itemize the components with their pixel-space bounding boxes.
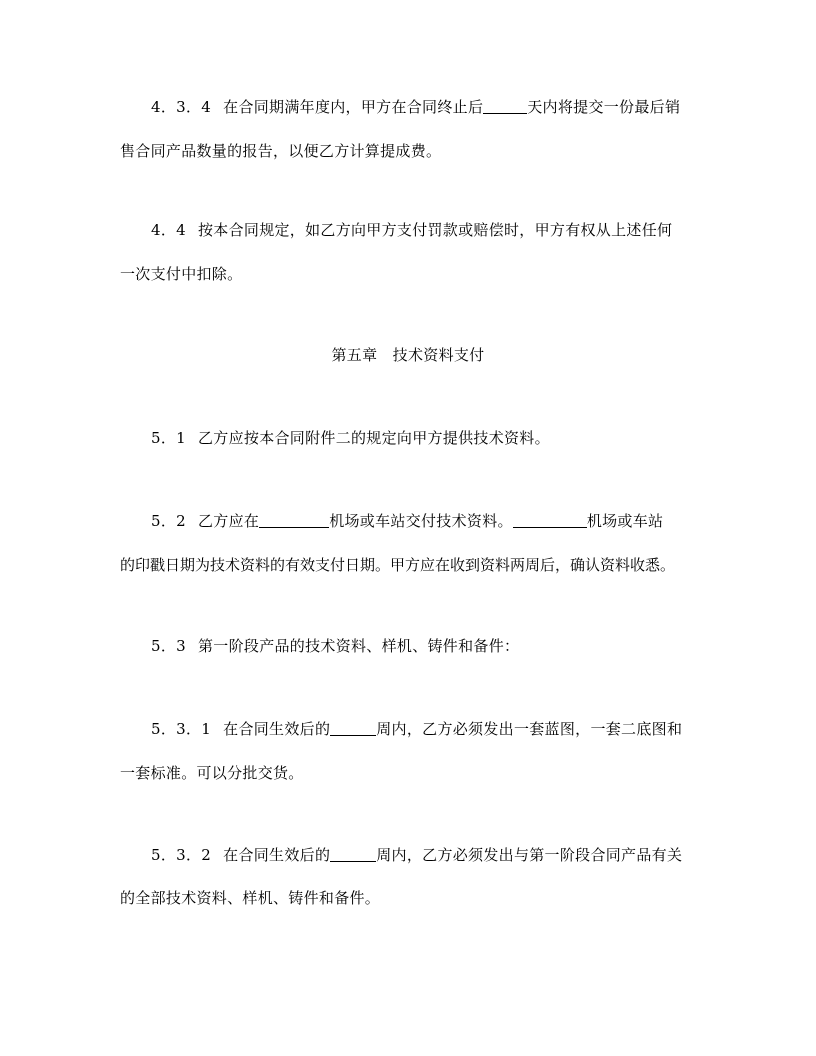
clause-text: 在合同生效后的	[223, 846, 331, 864]
clause-5-1-line-1	[151, 428, 696, 448]
fill-in-blank	[259, 512, 329, 528]
clause-text: 机场或车站交付技术资料。	[329, 512, 513, 530]
clause-number: 5．2	[151, 512, 186, 530]
clause-number: 4．3．4	[151, 98, 212, 116]
clause-number: 5．1	[151, 429, 186, 447]
clause-5-3-line-1	[151, 636, 696, 656]
clause-5-3-1-line-2: 一套标准。可以分批交货。	[120, 764, 304, 782]
clause-text: 按本合同规定，如乙方向甲方支付罚款或赔偿时，甲方有权从上述任何	[198, 221, 673, 239]
clause-text: 乙方应在	[198, 512, 260, 530]
clause-5-3-2-line-1	[151, 845, 696, 865]
clause-number: 4．4	[151, 221, 186, 239]
clause-5-3-2-line-2: 的全部技术资料、样机、铸件和备件。	[120, 889, 381, 907]
fill-in-blank	[483, 98, 527, 114]
fill-in-blank	[330, 846, 376, 862]
clause-4-4-line-1	[151, 220, 696, 240]
clause-number: 5．3．1	[151, 720, 212, 738]
clause-text: 在合同期满年度内，甲方在合同终止后	[223, 98, 484, 116]
clause-text: 第一阶段产品的技术资料、样机、铸件和备件：	[198, 637, 520, 655]
fill-in-blank	[330, 720, 376, 736]
clause-text: 乙方应按本合同附件二的规定向甲方提供技术资料。	[198, 429, 550, 447]
clause-text: 机场或车站	[586, 512, 664, 530]
clause-number: 5．3．2	[151, 846, 212, 864]
clause-text: 在合同生效后的	[223, 720, 331, 738]
clause-text: 天内将提交一份最后销	[527, 98, 681, 116]
clause-number: 5．3	[151, 637, 186, 655]
clause-text: 周内，乙方必须发出一套蓝图，一套二底图和	[376, 720, 683, 738]
clause-4-4-line-2: 一次支付中扣除。	[120, 265, 243, 283]
clause-text: 周内，乙方必须发出与第一阶段合同产品有关	[376, 846, 683, 864]
clause-5-3-1-line-1	[151, 719, 696, 739]
chapter-title: 第五章 技术资料支付	[331, 346, 485, 364]
clause-5-2-line-2: 的印戳日期为技术资料的有效支付日期。甲方应在收到资料两周后，确认资料收悉。	[120, 556, 676, 574]
clause-4-3-4-line-1	[151, 97, 696, 117]
fill-in-blank	[513, 512, 587, 528]
clause-4-3-4-line-2: 售合同产品数量的报告，以便乙方计算提成费。	[120, 142, 442, 160]
clause-5-2-line-1	[151, 511, 696, 531]
